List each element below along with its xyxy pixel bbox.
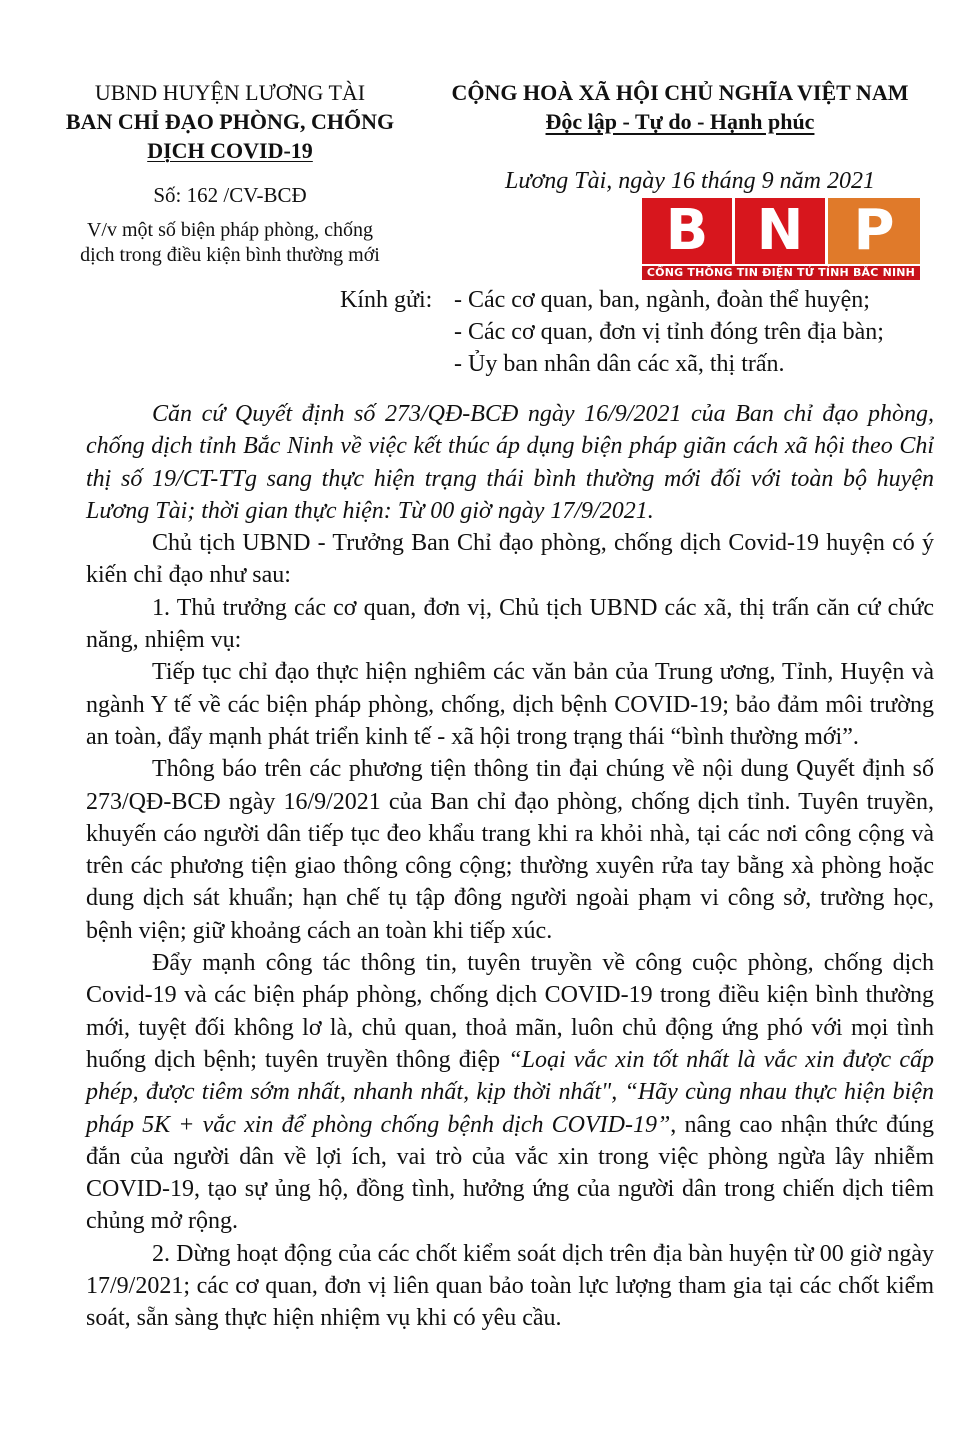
- campaign-message: “Loại vắc xin tốt nhất là vắc xin được cấp phép, được tiêm sớm nhất, nhanh nhất, kịp thời nhất", “Hãy cùng nhau thực hiện biện pháp 5K + vắc xin để phòng chống bệnh dịch COVID-19”: [86, 1046, 934, 1138]
- recipients-label: Kính gửi:: [340, 287, 433, 313]
- item-1-paragraph-b: Thông báo trên các phương tiện thông tin đại chúng về nội dung Quyết định số 273/QĐ-BCĐ ngày 16/9/2021 của Ban chỉ đạo phòng, chống dịch tỉnh. Tuyên truyền, khuyến cáo người dân tiếp tục đeo khẩu trang khi ra khỏi nhà, tại các nơi công cộng và trên các phương tiện giao thông công cộng; thường xuyên rửa tay bằng xà phòng hoặc dung dịch sát khuẩn; hạn chế tụ tập đông người ngoài phạm vi công sở, trường học, bệnh viện; giữ khoảng cách an toàn khi tiếp xúc.: [86, 756, 934, 944]
- subject-line-1: V/v một số biện pháp phòng, chống: [86, 219, 374, 241]
- document-number: Số: 162 /CV-BCĐ: [153, 183, 307, 207]
- document-date: Lương Tài, ngày 16 tháng 9 năm 2021: [505, 168, 875, 194]
- issuing-committee-line2: DỊCH COVID-19: [147, 138, 313, 163]
- logo-letter-n: N: [735, 198, 825, 264]
- document-body: [86, 398, 934, 1335]
- subject-line-2: dịch trong điều kiện bình thường mới: [80, 244, 380, 266]
- directive-intro-paragraph: Chủ tịch UBND - Trưởng Ban Chỉ đạo phòng, chống dịch Covid-19 huyện có ý kiến chỉ đạo như sau:: [86, 530, 934, 589]
- item-2-paragraph: 2. Dừng hoạt động của các chốt kiểm soát dịch trên địa bàn huyện từ 00 giờ ngày 17/9/2021; các cơ quan, đơn vị liên quan bảo toàn lực lượng tham gia tại các chốt kiểm soát, sẵn sàng thực hiện nhiệm vụ khi có yêu cầu.: [86, 1240, 934, 1332]
- item-1-paragraph-a: Tiếp tục chỉ đạo thực hiện nghiêm các văn bản của Trung ương, Tỉnh, Huyện và ngành Y tế về các biện pháp phòng, chống, dịch bệnh COVID-19; bảo đảm môi trường an toàn, đẩy mạnh phát triển kinh tế - xã hội trong trạng thái “bình thường mới”.: [86, 659, 934, 750]
- logo-letter-b: B: [642, 198, 732, 264]
- document-subject: [30, 218, 430, 268]
- recipient-item: - Các cơ quan, ban, ngành, đoàn thể huyện;: [454, 287, 870, 313]
- national-title: CỘNG HOÀ XÃ HỘI CHỦ NGHĨA VIỆT NAM: [451, 80, 909, 105]
- paragraph-text: Đẩy mạnh công tác thông tin, tuyên truyền về công cuộc phòng, chống dịch Covid-19 và các biện pháp phòng, chống dịch COVID-19 trong điều kiện bình thường mới, tuyệt đối không lơ là, chủ quan, thoả mãn, luôn chủ động ứng phó với mọi tình huống dịch bệnh; tuyên truyền thông điệp: [86, 950, 934, 1073]
- issuing-committee: BAN CHỈ ĐẠO PHÒNG, CHỐNG: [65, 109, 395, 134]
- legal-basis-paragraph: Căn cứ Quyết định số 273/QĐ-BCĐ ngày 16/9/2021 của Ban chỉ đạo phòng, chống dịch tỉnh Bắc Ninh về việc kết thúc áp dụng biện pháp giãn cách xã hội theo Chỉ thị số 19/CT-TTg sang thực hiện trạng thái bình thường mới đối với toàn bộ huyện Lương Tài; thời gian thực hiện: Từ 00 giờ ngày 17/9/2021.: [86, 401, 934, 524]
- paragraph-text: , nâng cao nhận thức đúng đắn của người dân về lợi ích, vai trò của vắc xin trong việc phòng ngừa lây nhiễm COVID-19, tạo sự ủng hộ, đồng tình, hưởng ứng của người dân trong chiến dịch tiêm chủng mở rộng.: [86, 1111, 934, 1235]
- issuing-authority: UBND HUYỆN LƯƠNG TÀI: [94, 80, 366, 105]
- header-right: [420, 78, 940, 136]
- logo-tagline: CỔNG THÔNG TIN ĐIỆN TỬ TỈNH BẮC NINH: [642, 266, 920, 280]
- recipients-list: [454, 284, 884, 380]
- item-1-paragraph-c: [86, 947, 934, 1238]
- header-left: [30, 78, 430, 268]
- logo-letter-p: P: [828, 198, 920, 264]
- item-1-heading: 1. Thủ trưởng các cơ quan, đơn vị, Chủ tịch UBND các xã, thị trấn căn cứ chức năng, nhiệm vụ:: [86, 594, 934, 654]
- bnp-logo: [642, 198, 920, 282]
- national-motto: Độc lập - Tự do - Hạnh phúc: [545, 109, 815, 134]
- recipient-item: - Ủy ban nhân dân các xã, thị trấn.: [454, 351, 785, 377]
- recipient-item: - Các cơ quan, đơn vị tỉnh đóng trên địa bàn;: [454, 319, 884, 345]
